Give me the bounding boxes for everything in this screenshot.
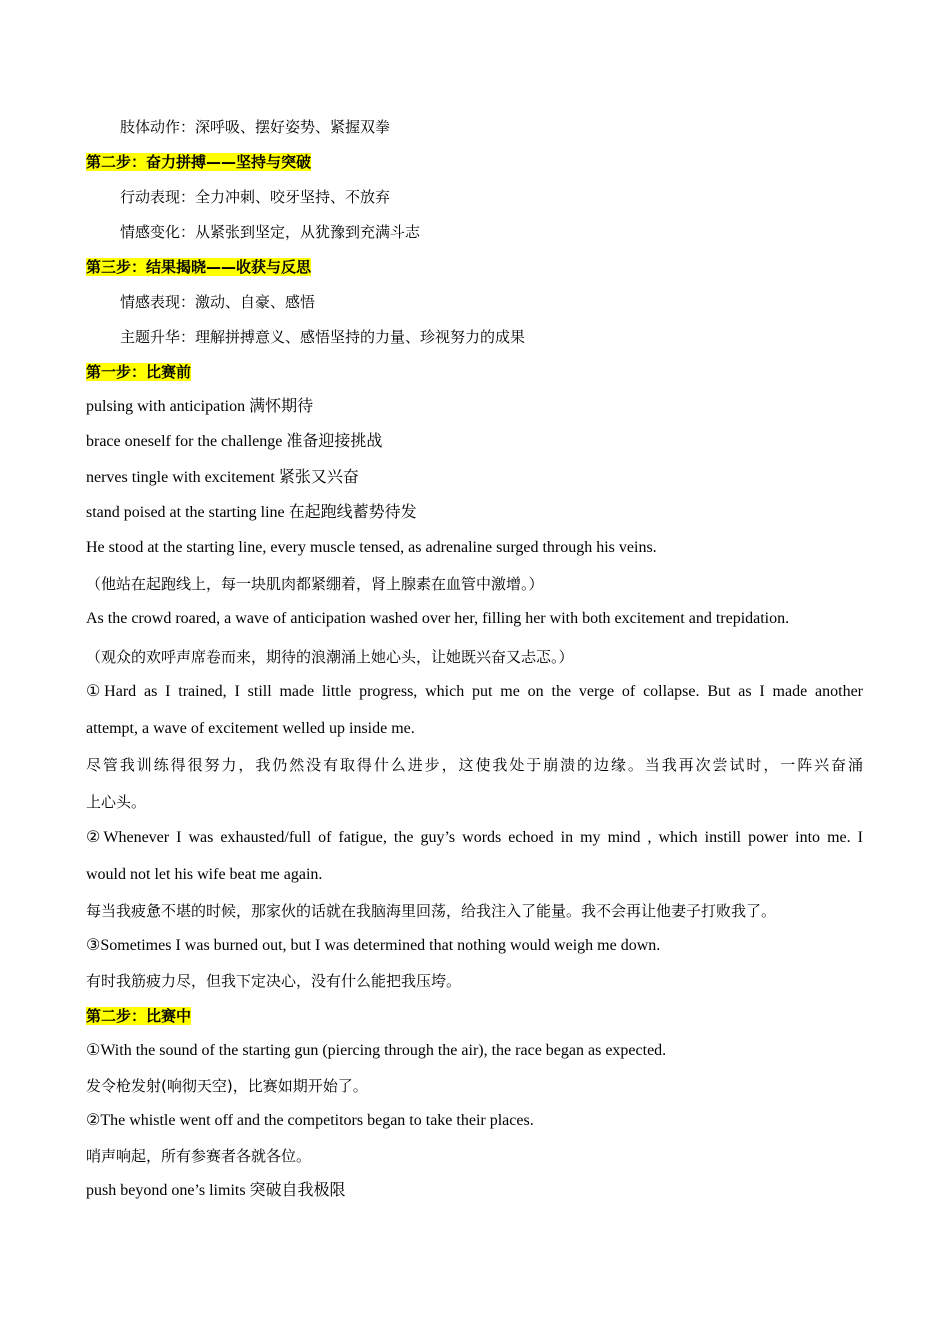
phrase-item: nerves tingle with excitement 紧张又兴奋 bbox=[86, 469, 359, 486]
section-heading-step2-struggle bbox=[86, 151, 311, 174]
phrase-item: brace oneself for the challenge 准备迎接挑战 bbox=[86, 433, 383, 450]
example-translation: （观众的欢呼声席卷而来，期待的浪潮涌上她心头，让她既兴奋又忐忑。） bbox=[86, 648, 574, 666]
phrase-item: push beyond one’s limits 突破自我极限 bbox=[86, 1182, 346, 1199]
highlighted-heading: 第二步：奋力拼搏——坚持与突破 bbox=[86, 153, 312, 171]
example-2-line-1: ②Whenever I was exhausted/full of fatigue, the guy’s words echoed in my mind , which instill power into me. I bbox=[86, 829, 863, 846]
phrase-item: stand poised at the starting line 在起跑线蓄势待发 bbox=[86, 504, 417, 521]
example-1-line-2: attempt, a wave of excitement welled up inside me. bbox=[86, 720, 415, 737]
during-example-2: ②The whistle went off and the competitors began to take their places. bbox=[86, 1112, 534, 1129]
section-heading-step1-before bbox=[86, 361, 191, 384]
highlighted-heading: 第一步：比赛前 bbox=[86, 363, 192, 381]
example-3: ③Sometimes I was burned out, but I was determined that nothing would weigh me down. bbox=[86, 937, 661, 954]
example-sentence: As the crowd roared, a wave of anticipation washed over her, filling her with both excitement and trepidation. bbox=[86, 610, 790, 627]
during-example-1: ①With the sound of the starting gun (piercing through the air), the race began as expected. bbox=[86, 1042, 667, 1059]
highlighted-heading: 第三步：结果揭晓——收获与反思 bbox=[86, 258, 312, 276]
emotion-change: 情感变化：从紧张到坚定，从犹豫到充满斗志 bbox=[120, 223, 421, 241]
example-2-translation: 每当我疲惫不堪的时候，那家伙的话就在我脑海里回荡，给我注入了能量。我不会再让他妻子打败我了。 bbox=[86, 902, 777, 920]
example-1-translation-line-1: 尽管我训练得很努力，我仍然没有取得什么进步，这使我处于崩溃的边缘。当我再次尝试时，一阵兴奋涌 bbox=[86, 756, 863, 774]
example-1-line-1: ①Hard as I trained, I still made little progress, which put me on the verge of collapse. But as I made another bbox=[86, 683, 863, 700]
example-1-translation-line-2: 上心头。 bbox=[86, 793, 147, 811]
action-performance: 行动表现：全力冲刺、咬牙坚持、不放弃 bbox=[120, 188, 391, 206]
during-example-1-translation: 发令枪发射(响彻天空)，比赛如期开始了。 bbox=[86, 1077, 368, 1095]
theme-sublimation: 主题升华：理解拼搏意义、感悟坚持的力量、珍视努力的成果 bbox=[120, 328, 526, 346]
emotion-performance: 情感表现：激动、自豪、感悟 bbox=[120, 293, 316, 311]
example-sentence: He stood at the starting line, every muscle tensed, as adrenaline surged through his veins. bbox=[86, 539, 657, 556]
phrase-item: pulsing with anticipation 满怀期待 bbox=[86, 398, 314, 415]
example-2-line-2: would not let his wife beat me again. bbox=[86, 866, 323, 883]
during-example-2-translation: 哨声响起，所有参赛者各就各位。 bbox=[86, 1147, 312, 1165]
example-3-translation: 有时我筋疲力尽，但我下定决心，没有什么能把我压垮。 bbox=[86, 972, 462, 990]
highlighted-heading: 第二步：比赛中 bbox=[86, 1007, 192, 1025]
section-heading-step2-during bbox=[86, 1005, 191, 1028]
example-translation: （他站在起跑线上，每一块肌肉都紧绷着，肾上腺素在血管中激增。） bbox=[86, 575, 544, 593]
body-limb-actions: 肢体动作：深呼吸、摆好姿势、紧握双拳 bbox=[120, 118, 391, 136]
section-heading-step3-result bbox=[86, 256, 311, 279]
